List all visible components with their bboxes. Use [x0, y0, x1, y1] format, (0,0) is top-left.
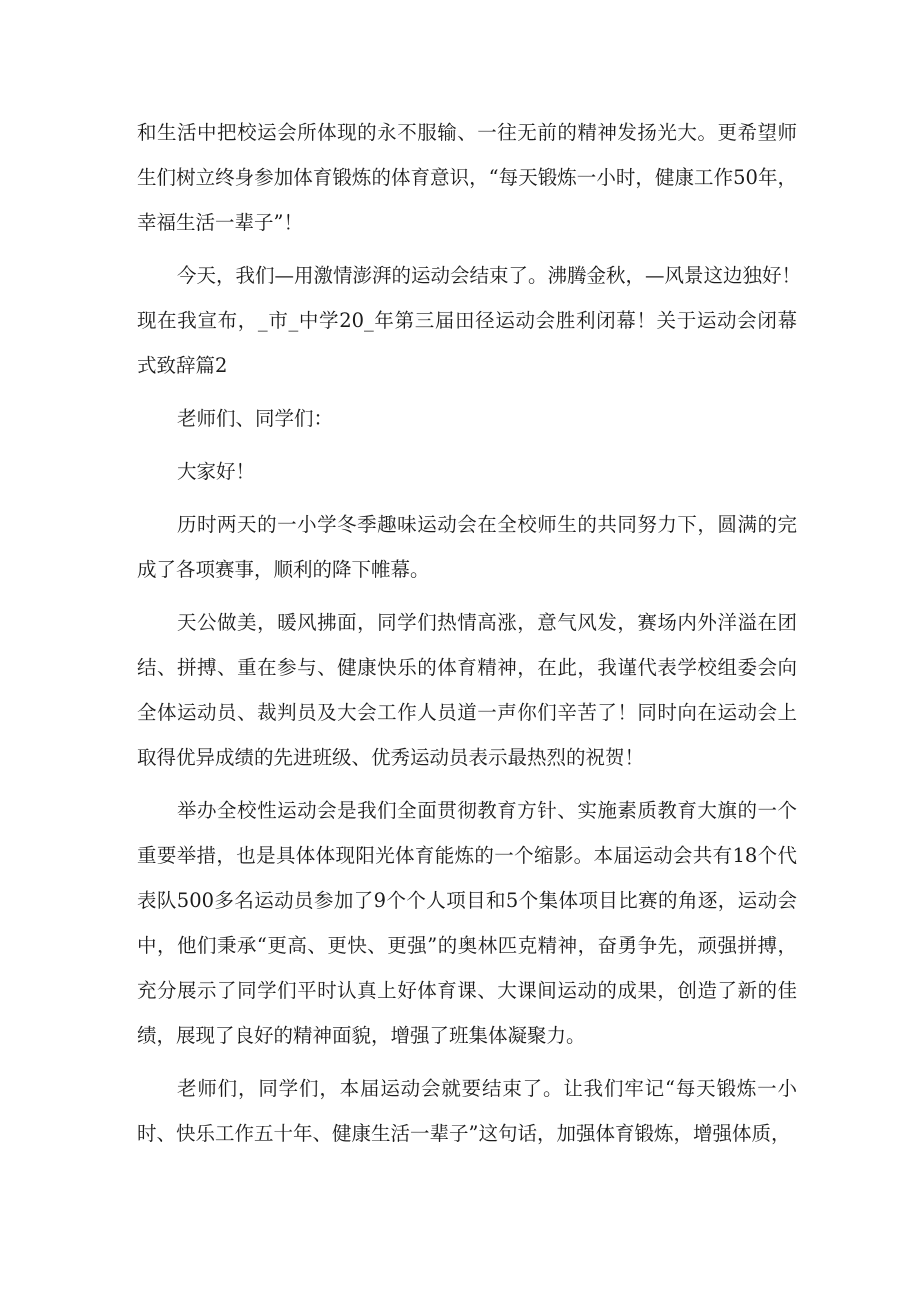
paragraph: [137, 396, 797, 441]
paragraph-line: 历时两天的一小学冬季趣味运动会在全校师生的共同努力下，圆满的完: [177, 513, 797, 536]
paragraph-line: 重要举措，也是具体体现阳光体育能炼的一个缩影。本届运动会共有18个代: [137, 844, 797, 867]
paragraph: [137, 449, 797, 494]
paragraph: [137, 788, 797, 1058]
paragraph-line: 生们树立终身参加体育锻炼的体育意识，“每天锻炼一小时，健康工作50年，: [137, 166, 797, 189]
paragraph-line: 式致辞篇2: [137, 354, 228, 377]
paragraph-line: 天公做美，暖风拂面，同学们热情高涨，意气风发，赛场内外洋溢在团: [177, 611, 797, 634]
paragraph: [137, 600, 797, 780]
paragraph-line: 取得优异成绩的先进班级、优秀运动员表示最热烈的祝贺！: [137, 746, 645, 769]
document-body: [137, 110, 802, 1164]
paragraph: [137, 110, 797, 245]
paragraph-line: 今天，我们—用激情澎湃的运动会结束了。沸腾金秋，—风景这边独好！: [177, 264, 802, 287]
paragraph-line: 结、拼搏、重在参与、健康快乐的体育精神，在此，我谨代表学校组委会向: [137, 656, 797, 679]
paragraph: [137, 253, 802, 388]
paragraph-line: 幸福生活一辈子”！: [137, 211, 303, 234]
paragraph-line: 现在我宣布，_市_中学20_年第三届田径运动会胜利闭幕！关于运动会闭幕: [137, 309, 797, 332]
paragraph-line: 表队500多名运动员参加了9个个人项目和5个集体项目比赛的角逐，运动会: [137, 889, 797, 912]
paragraph-line: 充分展示了同学们平时认真上好体育课、大课间运动的成果，创造了新的佳: [137, 979, 797, 1002]
paragraph: [137, 502, 797, 592]
paragraph-line: 老师们、同学们：: [177, 407, 334, 430]
paragraph: [137, 1066, 797, 1156]
paragraph-line: 绩，展现了良好的精神面貌，增强了班集体凝聚力。: [137, 1024, 586, 1047]
paragraph-line: 全体运动员、裁判员及大会工作人员道一声你们辛苦了！同时向在运动会上: [137, 701, 797, 724]
paragraph-line: 成了各项赛事，顺利的降下帷幕。: [137, 558, 430, 581]
paragraph-line: 大家好！: [177, 460, 256, 483]
paragraph-line: 举办全校性运动会是我们全面贯彻教育方针、实施素质教育大旗的一个: [177, 799, 797, 822]
paragraph-line: 中，他们秉承“更高、更快、更强”的奥林匹克精神，奋勇争先，顽强拼搏，: [137, 934, 797, 957]
paragraph-line: 时、快乐工作五十年、健康生活一辈子”这句话，加强体育锻炼，增强体质，: [137, 1122, 791, 1145]
paragraph-line: 老师们，同学们，本届运动会就要结束了。让我们牢记“每天锻炼一小: [177, 1077, 797, 1100]
paragraph-line: 和生活中把校运会所体现的永不服输、一往无前的精神发扬光大。更希望师: [137, 121, 797, 144]
